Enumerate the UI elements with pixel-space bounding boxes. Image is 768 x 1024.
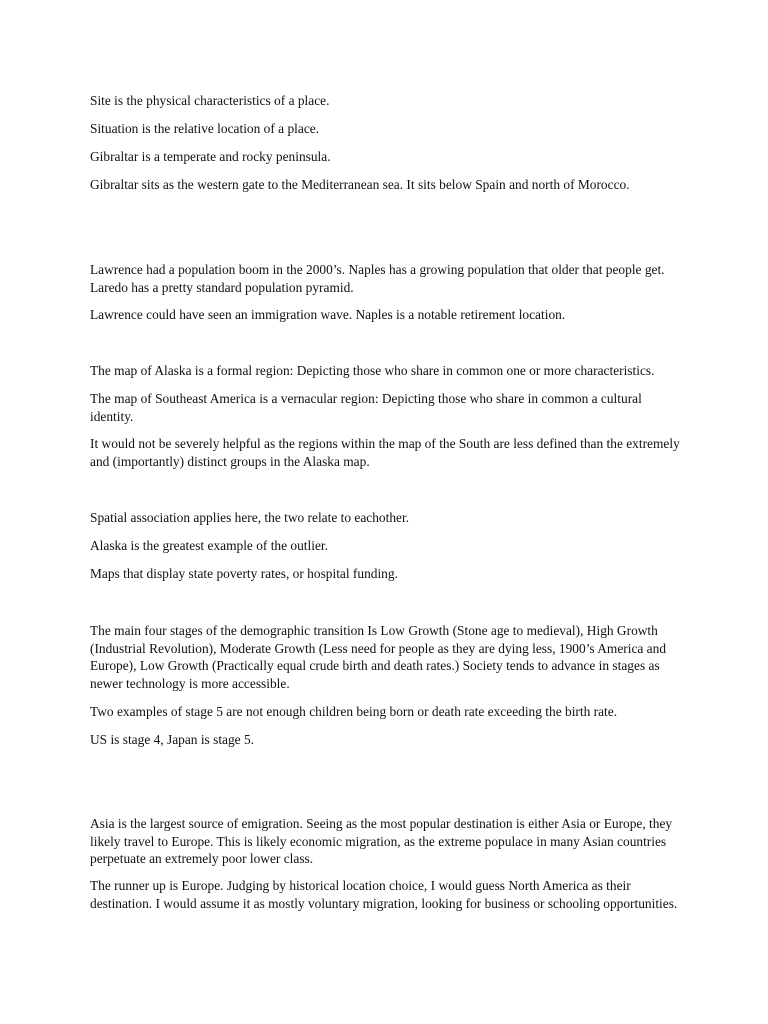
paragraph-stage-countries: US is stage 4, Japan is stage 5. [90,732,255,747]
paragraph-demographic-transition: The main four stages of the demographic transition Is Low Growth (Stone age to medieval), High Growth (Industrial Revolution), Moderate Growth (Less need for people as they are dying less, 1900’s America and Europe), Low Growth (Practically equal crude birth and death rates.) Society tends to advance in stages as newer technology is more accessible. [90,623,667,691]
paragraph-gibraltar-site: Gibraltar is a temperate and rocky peninsula. [90,149,331,164]
paragraph-map-examples: Maps that display state poverty rates, or hospital funding. [90,566,398,581]
paragraph-site-definition: Site is the physical characteristics of a place. [90,93,330,108]
paragraph-immigration-wave: Lawrence could have seen an immigration wave. Naples is a notable retirement location. [90,307,566,322]
paragraph-spatial-association: Spatial association applies here, the two relate to eachother. [90,510,410,525]
paragraph-stage-five-examples: Two examples of stage 5 are not enough children being born or death rate exceeding the birth rate. [90,704,618,719]
paragraph-gibraltar-situation: Gibraltar sits as the western gate to the Mediterranean sea. It sits below Spain and north of Morocco. [90,177,630,192]
paragraph-outlier: Alaska is the greatest example of the outlier. [90,538,328,553]
paragraph-asia-emigration: Asia is the largest source of emigration. Seeing as the most popular destination is either Asia or Europe, they likely travel to Europe. This is likely economic migration, as the extreme populace in many Asian countries perpetuate an extremely poor lower class. [90,816,673,867]
paragraph-europe-emigration: The runner up is Europe. Judging by historical location choice, I would guess North America as their destination. I would assume it as mostly voluntary migration, looking for business or schooling opportunities. [90,878,678,911]
paragraph-population-pyramids: Lawrence had a population boom in the 2000’s. Naples has a growing population that older that people get. Laredo has a pretty standard population pyramid. [90,262,665,295]
paragraph-region-comparison: It would not be severely helpful as the regions within the map of the South are less defined than the extremely and (importantly) distinct groups in the Alaska map. [90,436,680,469]
paragraph-situation-definition: Situation is the relative location of a place. [90,121,320,136]
paragraph-vernacular-region: The map of Southeast America is a vernacular region: Depicting those who share in common a cultural identity. [90,391,642,424]
paragraph-formal-region: The map of Alaska is a formal region: Depicting those who share in common one or more characteristics. [90,363,655,378]
